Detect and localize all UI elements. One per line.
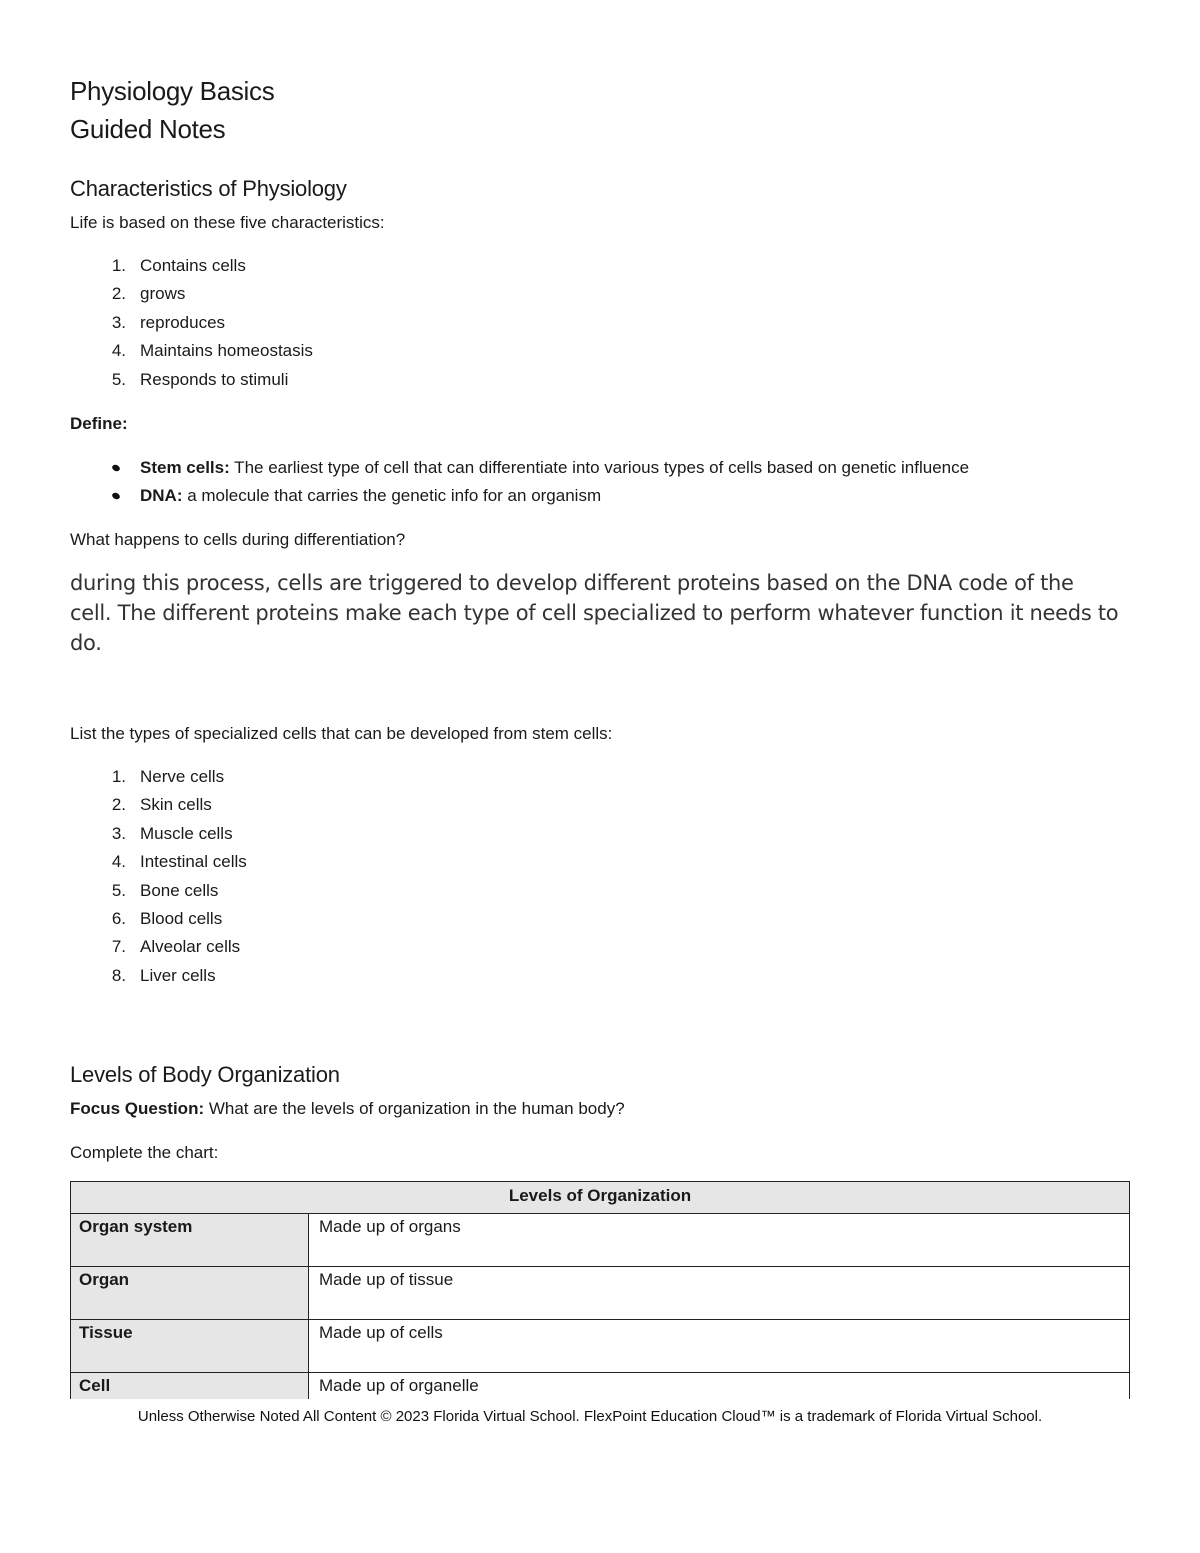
- differentiation-answer: during this process, cells are triggered to develop different proteins based on the DNA code of the cell. The different proteins make each type of cell specialized to perform whatever function it needs to do.: [70, 571, 1119, 655]
- page-title: Physiology Basics: [70, 76, 275, 106]
- table-row: [71, 1373, 1130, 1400]
- list-item: 2. grows: [111, 284, 186, 304]
- list-item: 4. Maintains homeostasis: [111, 341, 313, 361]
- cell-types-list: [70, 763, 247, 990]
- list-item: 4. Intestinal cells: [111, 852, 247, 872]
- bullet-icon: [111, 464, 121, 473]
- section-heading-organization: Levels of Body Organization: [70, 1062, 340, 1087]
- list-item: 3. reproduces: [111, 312, 226, 332]
- copyright-footer: Unless Otherwise Noted All Content © 2023 Florida Virtual School. FlexPoint Education Cloud™ is a trademark of Florida Virtual School.: [137, 1408, 1043, 1425]
- description-cell: Made up of organelle: [309, 1373, 1130, 1400]
- table-header-row: [71, 1182, 1130, 1214]
- list-item: 1. Nerve cells: [111, 767, 225, 786]
- level-cell: Cell: [71, 1373, 309, 1400]
- list-item: 3. Muscle cells: [111, 823, 233, 843]
- list-item: 7. Alveolar cells: [111, 937, 241, 957]
- list-item: 5. Responds to stimuli: [111, 369, 289, 389]
- list-item: 1. Contains cells: [111, 256, 246, 275]
- table-row: [71, 1267, 1130, 1320]
- differentiation-question: What happens to cells during differentiation?: [70, 530, 406, 549]
- level-cell: Organ system: [71, 1214, 309, 1267]
- define-label: Define:: [70, 414, 128, 433]
- characteristics-list: [70, 252, 313, 394]
- organization-table: [70, 1181, 1130, 1399]
- list-item: 2. Skin cells: [111, 795, 212, 815]
- page-subtitle: Guided Notes: [70, 114, 226, 144]
- description-cell: Made up of cells: [309, 1320, 1130, 1373]
- cell-types-prompt: List the types of specialized cells that can be developed from stem cells:: [70, 724, 613, 743]
- definition-item: Stem cells: The earliest type of cell that can differentiate into various types of cells based on genetic influence: [70, 454, 969, 482]
- list-item: 6. Blood cells: [111, 908, 223, 928]
- table-row: [71, 1214, 1130, 1267]
- table-row: [71, 1320, 1130, 1373]
- list-item: 8. Liver cells: [111, 965, 216, 985]
- description-cell: Made up of tissue: [309, 1267, 1130, 1320]
- level-cell: Organ: [71, 1267, 309, 1320]
- description-cell: Made up of organs: [309, 1214, 1130, 1267]
- chart-prompt: Complete the chart:: [70, 1143, 219, 1162]
- bullet-icon: [111, 492, 121, 501]
- definitions-list: [70, 454, 969, 510]
- section-heading-characteristics: Characteristics of Physiology: [70, 176, 347, 201]
- definition-item: DNA: a molecule that carries the genetic info for an organism: [70, 482, 969, 510]
- list-item: 5. Bone cells: [111, 880, 219, 900]
- table-header: Levels of Organization: [71, 1182, 1130, 1214]
- characteristics-intro: Life is based on these five characteristics:: [70, 213, 385, 232]
- focus-question: Focus Question: What are the levels of organization in the human body?: [70, 1099, 625, 1118]
- level-cell: Tissue: [71, 1320, 309, 1373]
